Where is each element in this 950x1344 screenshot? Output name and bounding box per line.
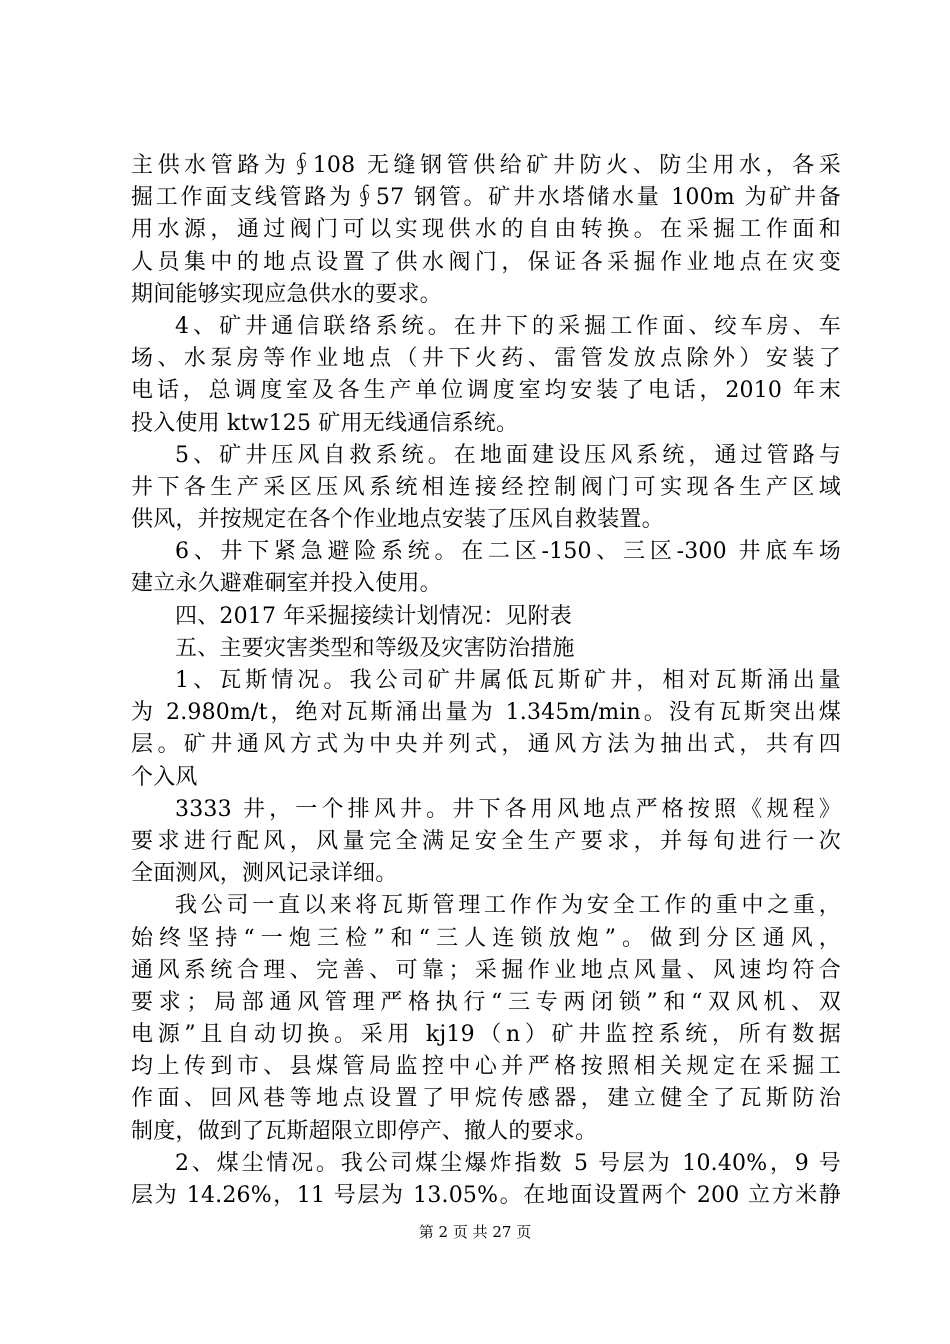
text-line: 作面、回风巷等地点设置了甲烷传感器，建立健全了瓦斯防治 [131, 1086, 841, 1112]
text-line: 四、2017 年采掘接续计划情况：见附表 [175, 603, 572, 629]
text-line: 始终坚持“一炮三检”和“三人连锁放炮”。做到分区通风， [131, 925, 841, 951]
text-line: 1、瓦斯情况。我公司矿井属低瓦斯矿井，相对瓦斯涌出量 [175, 668, 841, 693]
text-line: 掘工作面支线管路为∮57 钢管。矿井水塔储水量 100m 为矿井备 [131, 185, 841, 211]
text-line: 制度，做到了瓦斯超限立即停产、撤人的要求。 [131, 1118, 598, 1144]
text-line: 要求进行配风，风量完全满足安全生产要求，并每旬进行一次 [131, 828, 841, 854]
text-line: 层。矿井通风方式为中央并列式，通风方法为抽出式，共有四 [131, 732, 841, 758]
text-line: 通风系统合理、完善、可靠；采掘作业地点风量、风速均符合 [131, 957, 841, 983]
page-footer: 第 2 页 共 27 页 [418, 1223, 532, 1241]
text-line: 电话，总调度室及各生产单位调度室均安装了电话，2010 年末 [131, 378, 841, 404]
text-line: 我公司一直以来将瓦斯管理工作作为安全工作的重中之重， [175, 893, 841, 919]
text-line: 6、井下紧急避险系统。在二区-150、三区-300 井底车场 [175, 539, 841, 565]
text-line: 为 2.980m/t，绝对瓦斯涌出量为 1.345m/min。没有瓦斯突出煤 [131, 700, 841, 726]
text-line: 均上传到市、县煤管局监控中心并严格按照相关规定在采掘工 [131, 1054, 841, 1080]
text-line: 期间能够实现应急供水的要求。 [131, 281, 442, 307]
text-line: 人员集中的地点设置了供水阀门，保证各采掘作业地点在灾变 [131, 249, 841, 275]
text-line: 个入风 [131, 764, 198, 790]
text-line: 要求；局部通风管理严格执行“三专两闭锁”和“双风机、双 [131, 989, 841, 1015]
text-line: 建立永久避难硐室并投入使用。 [131, 571, 442, 597]
text-line: 5、矿井压风自救系统。在地面建设压风系统，通过管路与 [175, 442, 841, 468]
text-line: 电源”且自动切换。采用 kj19（n）矿井监控系统，所有数据 [131, 1022, 841, 1048]
text-line: 井下各生产采区压风系统相连接经控制阀门可实现各生产区域 [131, 474, 841, 500]
text-line: 场、水泵房等作业地点（井下火药、雷管发放点除外）安装了 [131, 346, 841, 372]
document-body [131, 150, 841, 1212]
text-line: 层为 14.26%，11 号层为 13.05%。在地面设置两个 200 立方米静 [131, 1183, 841, 1208]
text-line: 4、矿井通信联络系统。在井下的采掘工作面、绞车房、车 [175, 313, 841, 339]
text-line: 全面测风，测风记录详细。 [131, 861, 398, 887]
text-line: 2、煤尘情况。我公司煤尘爆炸指数 5 号层为 10.40%，9 号 [175, 1150, 841, 1176]
text-line: 供风，并按规定在各个作业地点安装了压风自救装置。 [131, 507, 664, 533]
text-line: 3333 井，一个排风井。井下各用风地点严格按照《规程》 [175, 796, 841, 822]
text-line: 用水源，通过阀门可以实现供水的自由转换。在采掘工作面和 [131, 217, 841, 243]
text-line: 主供水管路为∮108 无缝钢管供给矿井防火、防尘用水，各采 [131, 153, 841, 178]
text-line: 五、主要灾害类型和等级及灾害防治措施 [175, 635, 575, 661]
text-line: 投入使用 ktw125 矿用无线通信系统。 [131, 410, 519, 436]
